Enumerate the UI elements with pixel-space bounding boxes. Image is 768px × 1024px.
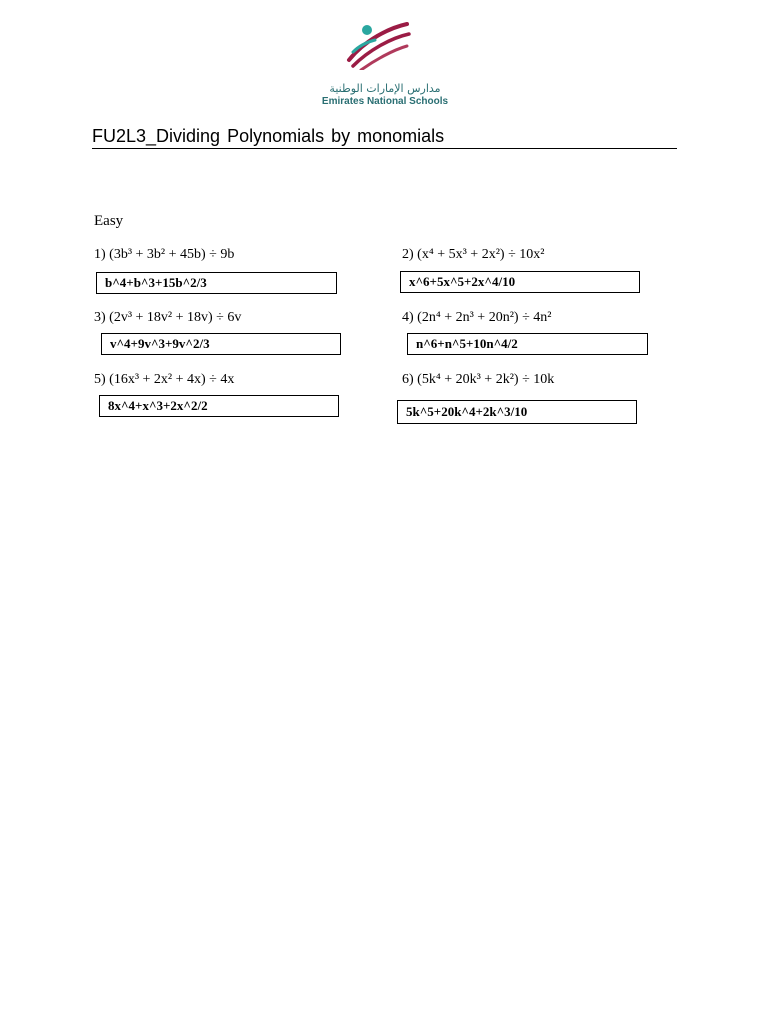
problem-5 (94, 372, 234, 388)
problem-number: 3) (94, 310, 106, 325)
problem-4 (402, 310, 551, 326)
problem-number: 5) (94, 372, 106, 387)
answer-box-6: 5k^5+20k^4+2k^3/10 (397, 400, 637, 424)
problem-3 (94, 310, 241, 326)
page-title: FU2L3_Dividing Polynomials by monomials (92, 124, 677, 149)
problem-1 (94, 247, 234, 263)
emirates-national-schools-logo (345, 16, 411, 70)
problem-number: 4) (402, 310, 414, 325)
section-heading-easy: Easy (94, 213, 124, 229)
problem-6 (402, 372, 554, 388)
logo-arabic-text: مدارس الإمارات الوطنية (329, 82, 441, 95)
logo-english-text: Emirates National Schools (321, 96, 449, 107)
answer-box-1: b^4+b^3+15b^2/3 (96, 272, 337, 294)
answer-box-5: 8x^4+x^3+2x^2/2 (99, 395, 339, 417)
answer-box-2: x^6+5x^5+2x^4/10 (400, 271, 640, 293)
answer-box-4: n^6+n^5+10n^4/2 (407, 333, 648, 355)
problem-number: 2) (402, 247, 414, 262)
problem-2 (402, 247, 544, 263)
problem-number: 1) (94, 247, 106, 262)
problem-number: 6) (402, 372, 414, 387)
problem-expression: (2v³ + 18v² + 18v) ÷ 6v (109, 310, 242, 325)
problem-expression: (5k⁴ + 20k³ + 2k²) ÷ 10k (417, 372, 555, 387)
problem-expression: (2n⁴ + 2n³ + 20n²) ÷ 4n² (417, 310, 552, 325)
problem-expression: (16x³ + 2x² + 4x) ÷ 4x (109, 372, 235, 387)
problem-expression: (3b³ + 3b² + 45b) ÷ 9b (109, 247, 235, 262)
answer-box-3: v^4+9v^3+9v^2/3 (101, 333, 341, 355)
problem-expression: (x⁴ + 5x³ + 2x²) ÷ 10x² (417, 247, 545, 262)
